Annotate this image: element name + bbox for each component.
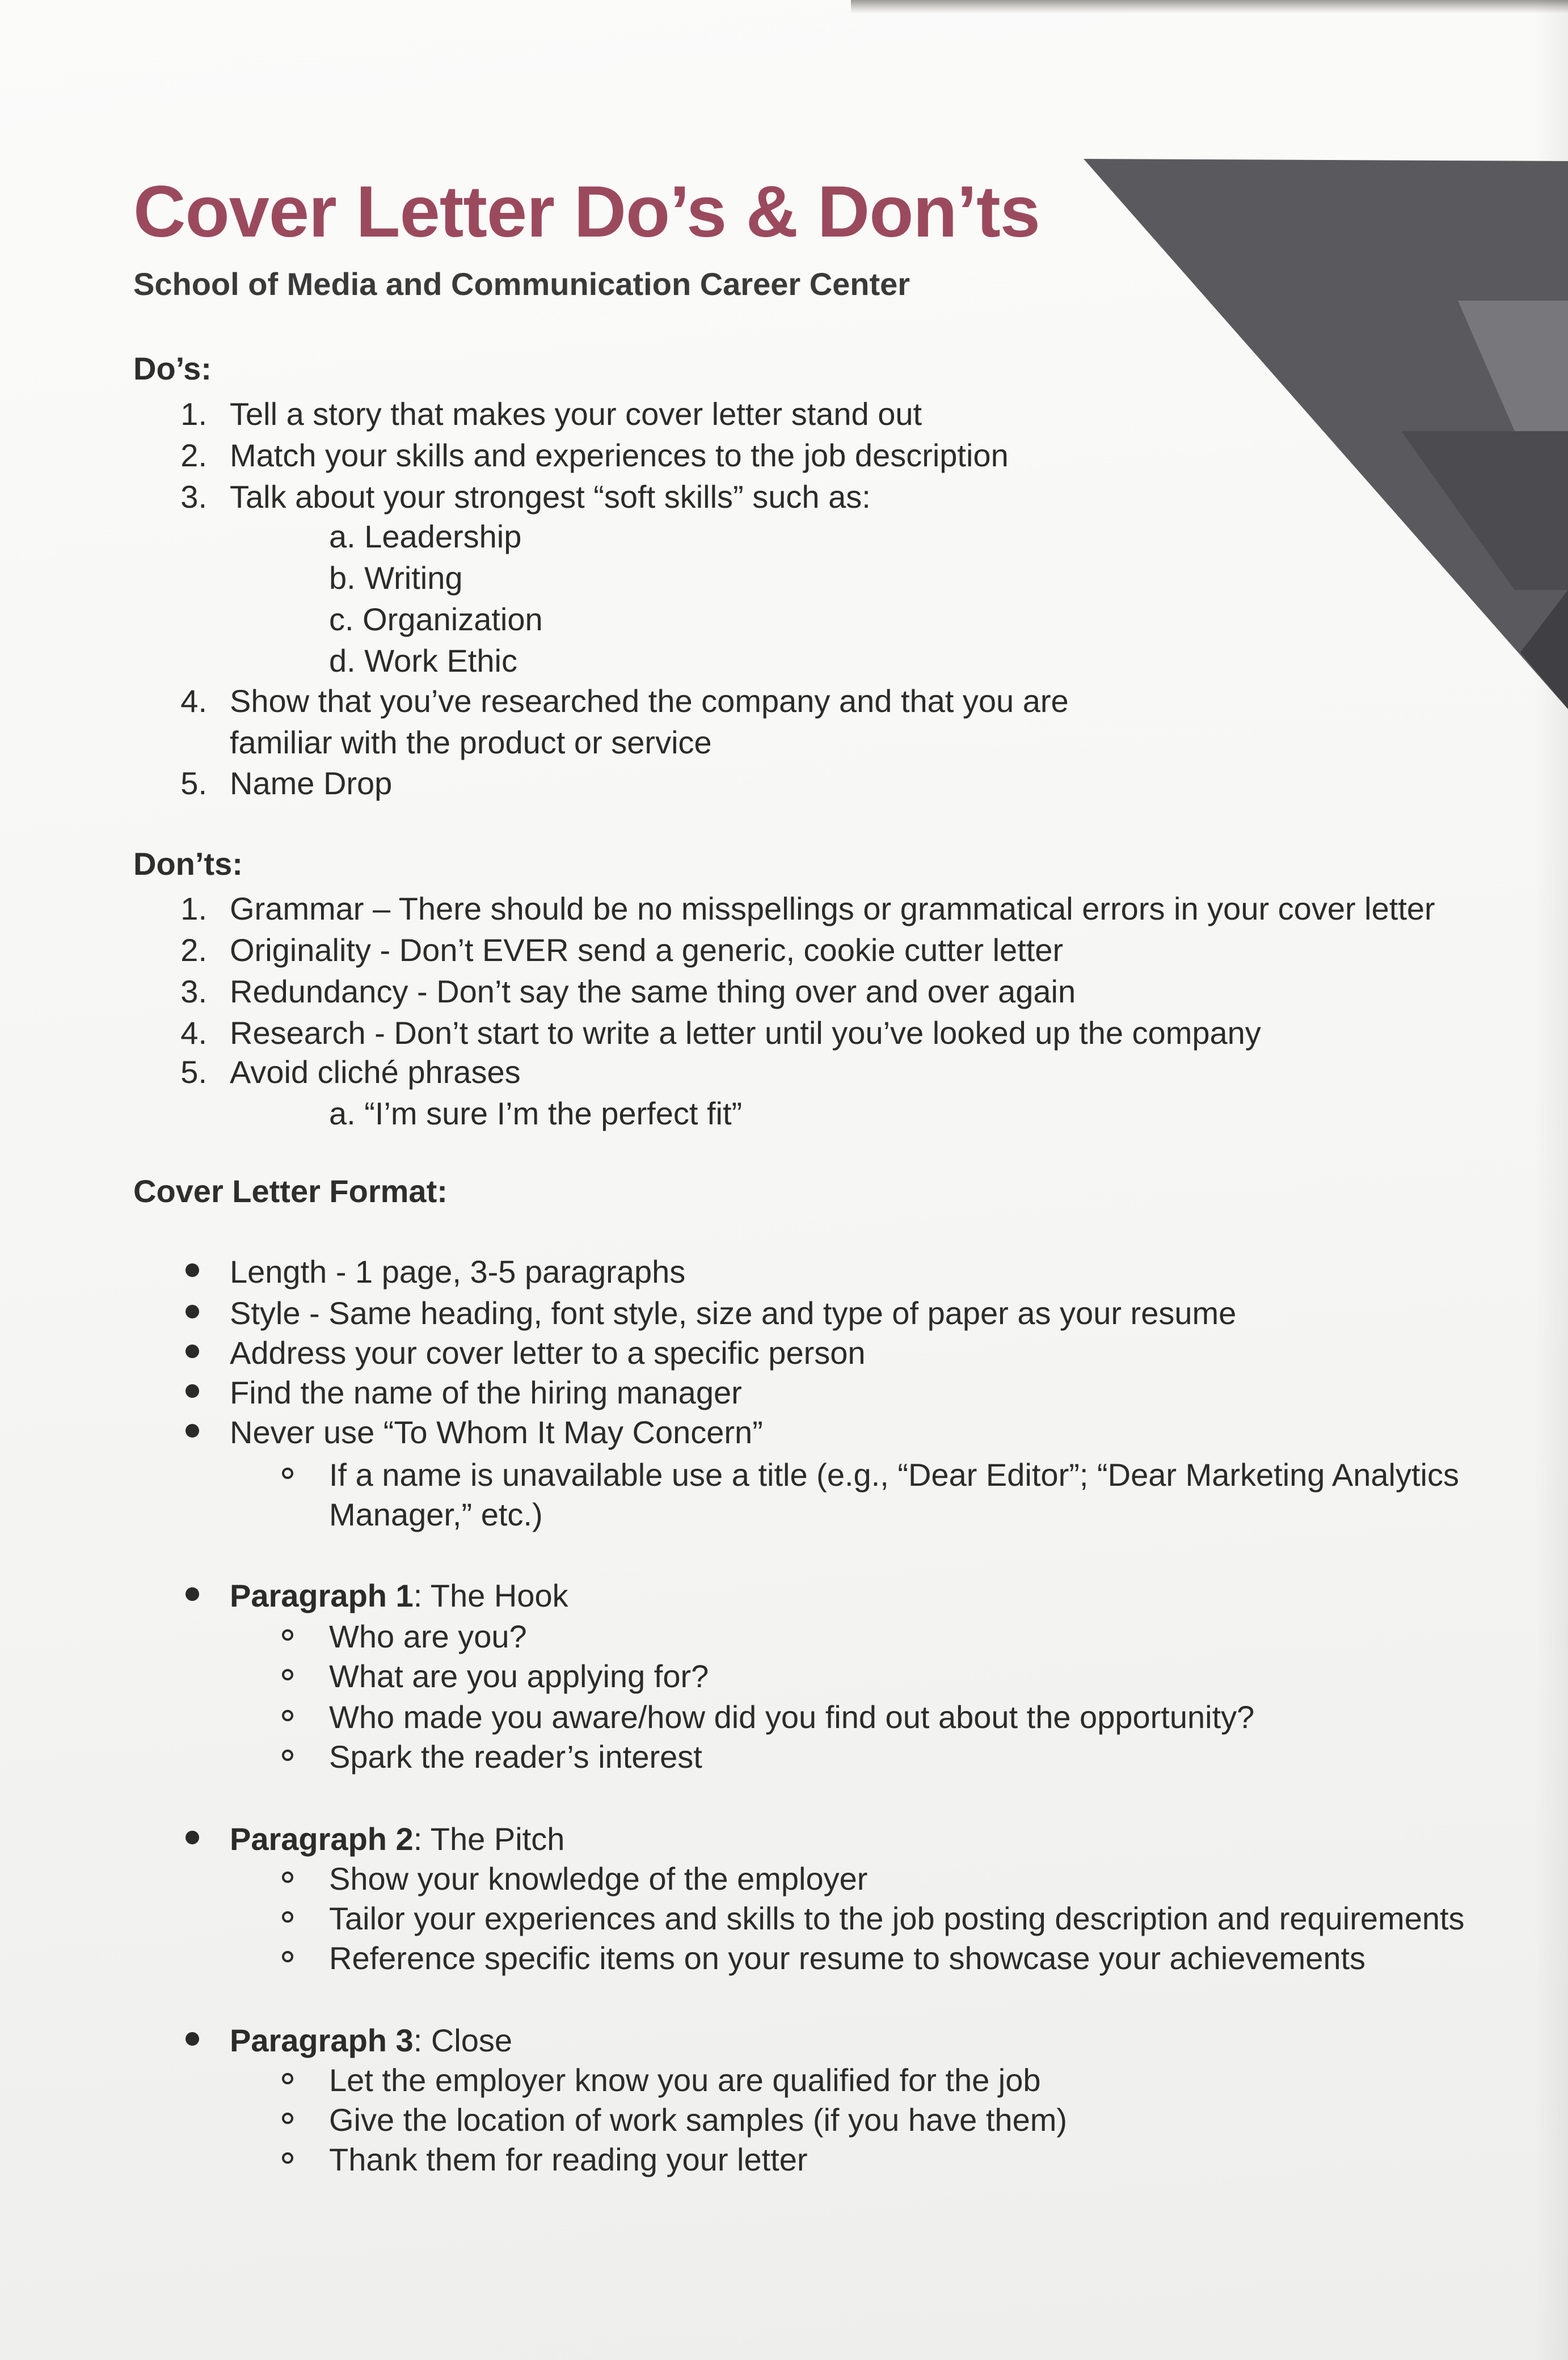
paragraph-2-point: Show your knowledge of the employer	[329, 1861, 868, 1897]
donts-number-3: 3.	[180, 974, 207, 1009]
dos-heading: Do’s:	[133, 351, 212, 386]
corner-decoration	[1084, 159, 1568, 715]
bullet-dot	[186, 1831, 199, 1844]
donts-number-2: 2.	[180, 932, 207, 968]
bullet-dot	[186, 1345, 199, 1358]
paragraph-2-name: : The Pitch	[413, 1821, 565, 1857]
paragraph-3-point: Let the employer know you are qualified for the job	[329, 2062, 1041, 2098]
sub-bullet-circle	[282, 1629, 293, 1641]
dos-number-3: 3.	[180, 479, 207, 515]
donts-item-4: Research - Don’t start to write a letter until you’ve looked up the company	[230, 1015, 1261, 1051]
donts-item-1: Grammar – There should be no misspellings or grammatical errors in your cover letter	[230, 891, 1435, 926]
dos-number-1: 1.	[180, 396, 207, 432]
sub-bullet-circle	[282, 1710, 293, 1721]
paper-edge-shadow	[851, 0, 1568, 14]
paragraph-1-point: Who made you aware/how did you find out about the opportunity?	[329, 1699, 1255, 1735]
sub-bullet-circle	[282, 1951, 293, 1962]
sub-bullet-circle	[282, 1872, 293, 1883]
sub-bullet-circle	[282, 1468, 293, 1479]
format-bullet-1: Length - 1 page, 3-5 paragraphs	[230, 1254, 686, 1289]
format-title-tip: If a name is unavailable use a title (e.g., “Dear Editor”; “Dear Marketing Analytics	[329, 1457, 1459, 1493]
paragraph-3-name: : Close	[413, 2022, 512, 2058]
sub-bullet-circle	[282, 2073, 293, 2084]
bullet-dot	[186, 1424, 199, 1438]
paragraph-2-point: Reference specific items on your resume to showcase your achievements	[329, 1940, 1366, 1976]
soft-skill-item: b. Writing	[329, 560, 463, 596]
donts-heading: Don’ts:	[133, 846, 243, 882]
dos-item-4: Show that you’ve researched the company and that you are	[230, 683, 1069, 719]
sub-bullet-circle	[282, 1669, 293, 1680]
sub-bullet-circle	[282, 1911, 293, 1923]
format-title-tip-cont: Manager,” etc.)	[329, 1497, 543, 1532]
soft-skill-item: c. Organization	[329, 601, 543, 637]
format-bullet-3: Address your cover letter to a specific person	[230, 1335, 866, 1371]
bullet-dot	[186, 1384, 199, 1398]
donts-item-5: Avoid cliché phrases	[230, 1054, 521, 1090]
paragraph-2-point: Tailor your experiences and skills to the job posting description and requirements	[329, 1900, 1465, 1936]
dos-item-5: Name Drop	[230, 765, 393, 801]
soft-skill-item: d. Work Ethic	[329, 643, 517, 678]
paragraph-3-point: Thank them for reading your letter	[329, 2142, 808, 2177]
dos-item-1: Tell a story that makes your cover letter stand out	[230, 396, 922, 432]
paragraph-2-label: Paragraph 2	[230, 1821, 414, 1857]
sub-bullet-circle	[282, 2152, 293, 2164]
format-bullet-5: Never use “To Whom It May Concern”	[230, 1414, 763, 1450]
donts-item-2: Originality - Don’t EVER send a generic, cookie cutter letter	[230, 932, 1064, 968]
paragraph-1-point: Who are you?	[329, 1619, 527, 1654]
donts-number-5: 5.	[180, 1054, 207, 1090]
paragraph-1-heading	[230, 1580, 568, 1612]
sub-bullet-circle	[282, 1750, 293, 1761]
paragraph-1-name: : The Hook	[413, 1578, 568, 1613]
dos-item-4-cont: familiar with the product or service	[230, 724, 712, 760]
dos-number-5: 5.	[180, 765, 207, 801]
page-subtitle: School of Media and Communication Career Center	[133, 266, 911, 302]
donts-number-1: 1.	[180, 891, 207, 926]
format-bullet-4: Find the name of the hiring manager	[230, 1375, 742, 1410]
soft-skill-item: a. Leadership	[329, 519, 522, 554]
bullet-dot	[186, 1305, 199, 1318]
dos-number-4: 4.	[180, 683, 207, 719]
paragraph-1-label: Paragraph 1	[230, 1578, 414, 1613]
cliche-example: a. “I’m sure I’m the perfect fit”	[329, 1095, 743, 1131]
bullet-dot	[186, 1587, 199, 1601]
dos-item-3: Talk about your strongest “soft skills” such as:	[230, 479, 871, 515]
paragraph-1-point: What are you applying for?	[329, 1658, 709, 1694]
dos-number-2: 2.	[180, 437, 207, 473]
bullet-dot	[186, 2032, 199, 2046]
paragraph-1-point: Spark the reader’s interest	[329, 1739, 702, 1775]
format-heading: Cover Letter Format:	[133, 1173, 448, 1209]
format-bullet-2: Style - Same heading, font style, size and type of paper as your resume	[230, 1295, 1237, 1331]
paragraph-3-heading	[230, 2022, 512, 2058]
donts-number-4: 4.	[180, 1015, 207, 1051]
page-title: Cover Letter Do’s & Don’ts	[133, 171, 1040, 252]
dos-item-2: Match your skills and experiences to the job description	[230, 437, 1009, 473]
donts-item-3: Redundancy - Don’t say the same thing over and over again	[230, 974, 1076, 1009]
bullet-dot	[186, 1263, 199, 1277]
paragraph-3-point: Give the location of work samples (if you have them)	[329, 2102, 1068, 2138]
sub-bullet-circle	[282, 2113, 293, 2124]
paragraph-3-label: Paragraph 3	[230, 2022, 414, 2058]
paragraph-2-heading	[230, 1823, 564, 1855]
